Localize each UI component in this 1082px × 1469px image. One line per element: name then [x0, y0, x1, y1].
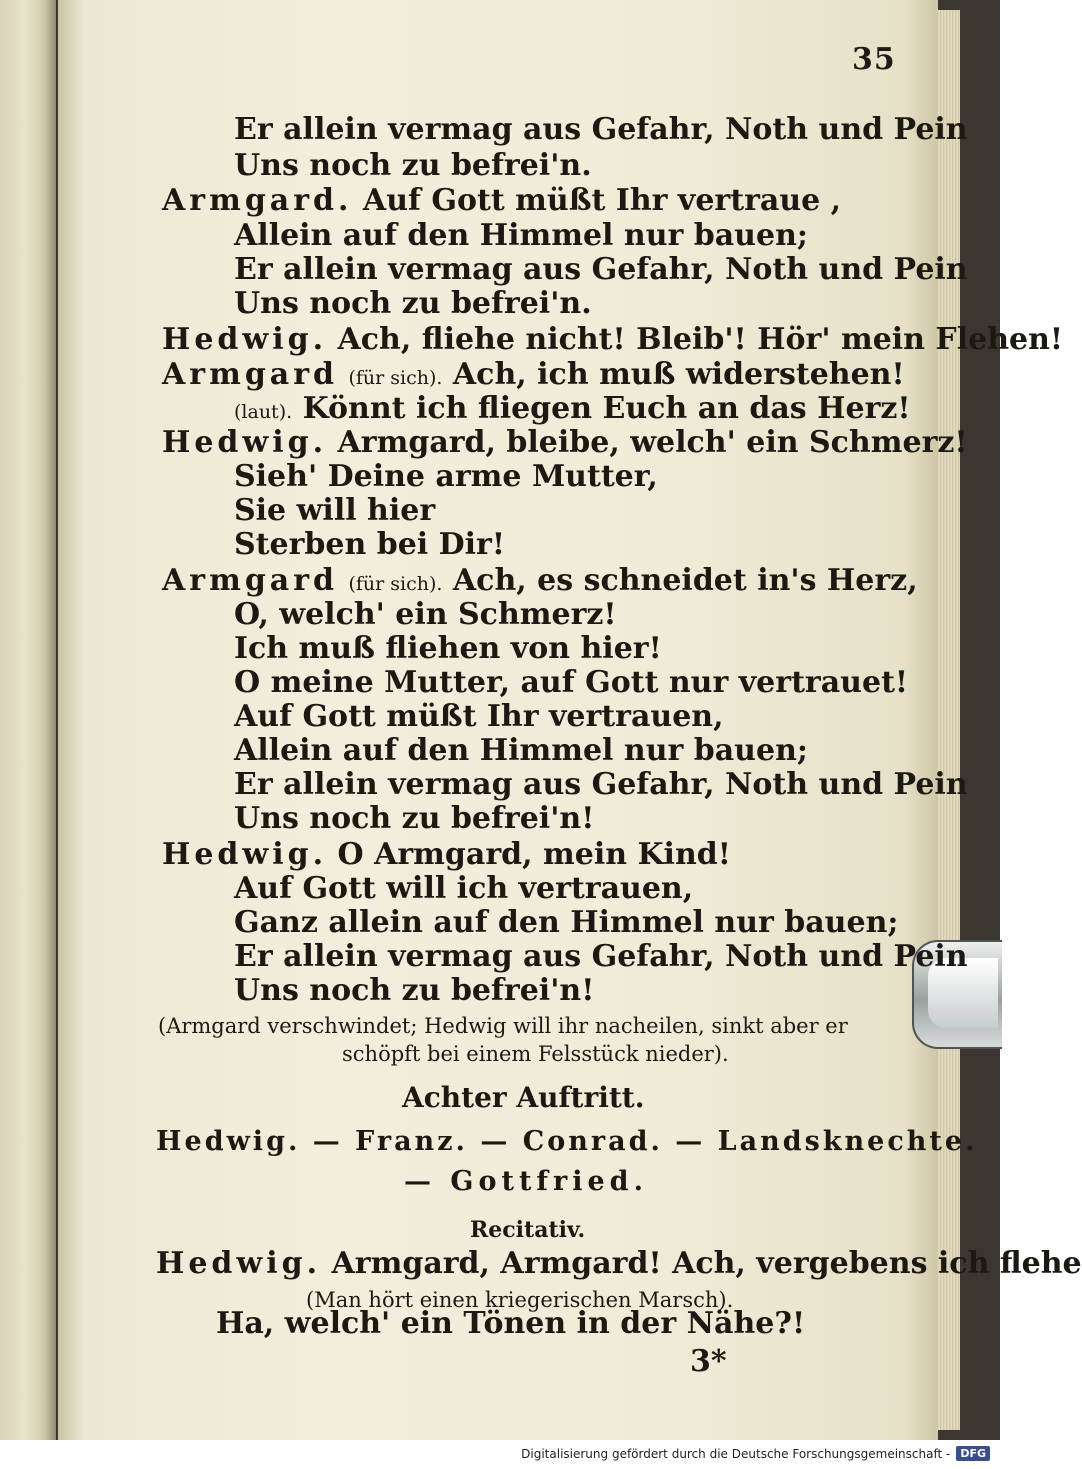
text-line: Uns noch zu befrei'n! — [234, 973, 595, 1008]
page-number: 35 — [852, 42, 896, 77]
text-line: Ganz allein auf den Himmel nur bauen; — [234, 905, 899, 940]
stage-direction: schöpft bei einem Felsstück nieder). — [342, 1042, 729, 1066]
text-line: Allein auf den Himmel nur bauen; — [234, 218, 808, 253]
verse-text: O Armgard, mein Kind! — [337, 837, 731, 872]
signature-mark: 3* — [690, 1344, 727, 1379]
aside-note: (für sich). — [348, 367, 443, 389]
scene-heading: Achter Auftritt. — [402, 1081, 645, 1114]
speaker-name: Hedwig. — [162, 425, 328, 460]
text-line: Ich muß fliehen von hier! — [234, 631, 662, 666]
aside-note: (laut). — [234, 401, 293, 423]
stage-direction: (Man hört einen kriegerischen Marsch). — [306, 1288, 734, 1312]
text-line: O, welch' ein Schmerz! — [234, 597, 617, 632]
verse-text: Ach, ich muß widerstehen! — [452, 357, 905, 392]
left-page-edge — [0, 0, 56, 1440]
text-line: Er allein vermag aus Gefahr, Noth und Pein — [234, 252, 968, 287]
text-line: Uns noch zu befrei'n. — [234, 286, 592, 321]
recitative-label: Recitativ. — [470, 1217, 586, 1243]
text-line: Auf Gott will ich vertrauen, — [234, 871, 694, 906]
verse-text: Auf Gott müßt Ihr vertraue , — [362, 183, 842, 218]
text-line: Allein auf den Himmel nur bauen; — [234, 733, 808, 768]
aside-note: (für sich). — [348, 573, 443, 595]
text-line: O meine Mutter, auf Gott nur vertrauet! — [234, 665, 909, 700]
speaker-name: Armgard — [162, 563, 339, 598]
speaker-name: Armgard. — [162, 183, 353, 218]
text-line: Er allein vermag aus Gefahr, Noth und Pein — [234, 112, 968, 147]
verse-text: Ach, es schneidet in's Herz, — [452, 563, 918, 598]
text-line: Er allein vermag aus Gefahr, Noth und Pein — [234, 939, 968, 974]
cast-list: — Gottfried. — [404, 1166, 648, 1197]
text-line: Uns noch zu befrei'n! — [234, 801, 595, 836]
text-line: Ha, welch' ein Tönen in der Nähe?! — [216, 1306, 806, 1341]
text-line: Er allein vermag aus Gefahr, Noth und Pein — [234, 767, 968, 802]
text-line: Sterben bei Dir! — [234, 527, 506, 562]
verse-line — [156, 1246, 1082, 1282]
verse-text: Ach, fliehe nicht! Bleib'! Hör' mein Flehen! — [337, 322, 1064, 357]
verse-line — [162, 183, 841, 219]
verse-line — [162, 322, 1063, 358]
text-line: Auf Gott müßt Ihr vertrauen, — [234, 699, 724, 734]
stage-direction: (Armgard verschwindet; Hedwig will ihr nacheilen, sinkt aber er — [158, 1014, 848, 1038]
speaker-name: Hedwig. — [162, 322, 328, 357]
verse-text: Armgard, bleibe, welch' ein Schmerz! — [337, 425, 968, 460]
footer-text: Digitalisierung gefördert durch die Deutsche Forschungsgemeinschaft - — [521, 1446, 951, 1461]
verse-line — [162, 837, 731, 873]
text-line: Sie will hier — [234, 493, 436, 528]
page-stack-edge — [938, 10, 960, 1430]
dfg-logo: DFG — [956, 1446, 990, 1461]
digitization-footer — [521, 1446, 990, 1461]
text-line: Uns noch zu befrei'n. — [234, 148, 592, 183]
verse-text: Könnt ich fliegen Euch an das Herz! — [302, 391, 911, 426]
verse-text: Armgard, Armgard! Ach, vergebens ich flehe — [331, 1246, 1082, 1281]
speaker-name: Hedwig. — [162, 837, 328, 872]
text-line: Sieh' Deine arme Mutter, — [234, 459, 658, 494]
speaker-name: Armgard — [162, 357, 339, 392]
cast-list: Hedwig. — Franz. — Conrad. — Landsknechte. — [156, 1126, 978, 1157]
verse-line — [162, 425, 968, 461]
speaker-name: Hedwig. — [156, 1246, 322, 1281]
